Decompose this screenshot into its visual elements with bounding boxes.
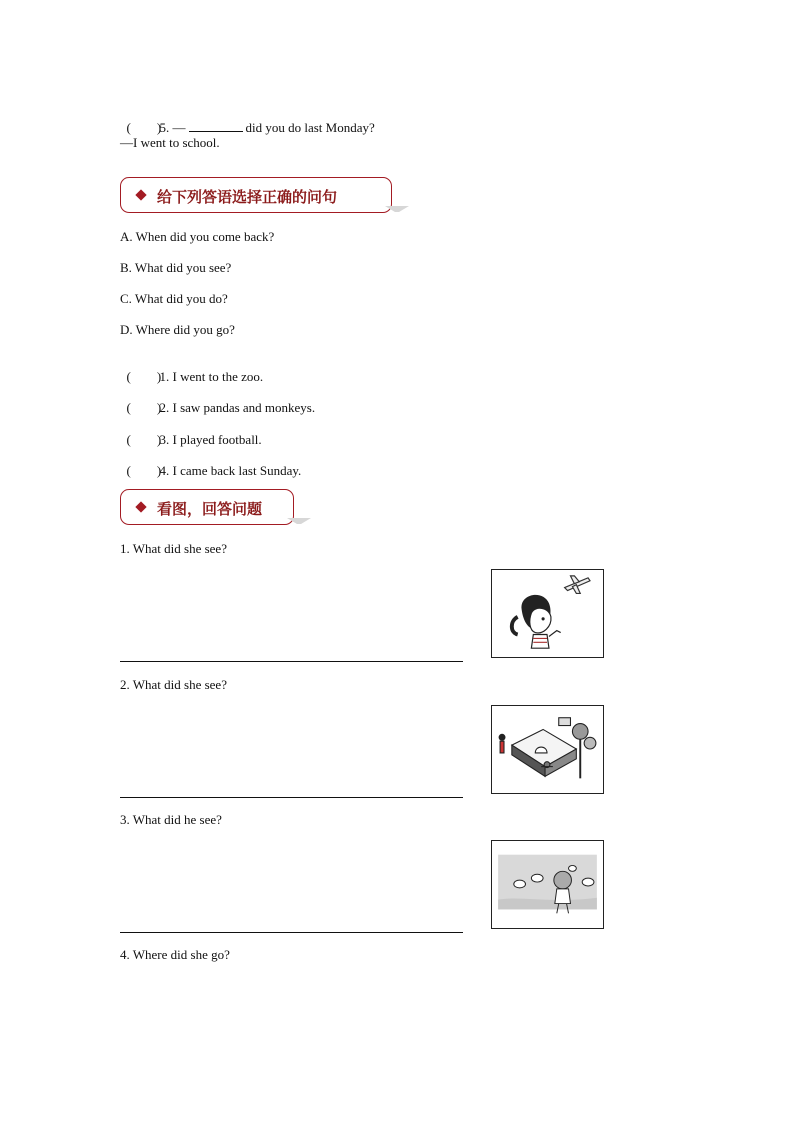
airplane-icon: [565, 576, 590, 594]
zoo-picture: [491, 705, 604, 794]
girl-airplane-picture: [491, 569, 604, 658]
answer-line[interactable]: [120, 932, 463, 933]
matching-item: [120, 353, 263, 385]
girl-figure: [512, 595, 561, 648]
option-c: C. What did you do?: [120, 291, 228, 306]
matching-text: 2. I saw pandas and monkeys.: [159, 400, 316, 415]
answer-paren[interactable]: ( ): [126, 463, 162, 478]
section-banner-matching: [120, 177, 392, 213]
matching-text: 3. I played football.: [159, 432, 262, 447]
matching-item: [120, 416, 262, 448]
banner-shadow: [385, 206, 409, 212]
boy-ducks-illustration: [492, 841, 603, 928]
matching-text: 1. I went to the zoo.: [159, 369, 264, 384]
matching-item: [120, 447, 301, 479]
fill-blank[interactable]: [189, 120, 243, 132]
answer-paren[interactable]: ( ): [126, 120, 162, 135]
answer-paren[interactable]: ( ): [126, 400, 162, 415]
question-5: [120, 104, 375, 136]
question-text: did you do last Monday?: [245, 120, 375, 135]
picture-question-2: 2. What did she see?: [120, 677, 227, 692]
picture-question-3: 3. What did he see?: [120, 812, 222, 827]
diamond-icon: [135, 501, 146, 512]
matching-text: 4. I came back last Sunday.: [159, 463, 302, 478]
picture-question-1: 1. What did she see?: [120, 541, 227, 556]
option-d: D. Where did you go?: [120, 322, 235, 337]
answer-paren[interactable]: ( ): [126, 432, 162, 447]
banner-shadow: [287, 518, 311, 524]
matching-item: [120, 384, 315, 416]
answer-line[interactable]: [120, 661, 463, 662]
answer-paren[interactable]: ( ): [126, 369, 162, 384]
section-title: 看图，回答问题: [157, 500, 263, 518]
option-b: B. What did you see?: [120, 260, 232, 275]
answer-line[interactable]: [120, 797, 463, 798]
girl-airplane-illustration: [492, 570, 603, 657]
diamond-icon: [135, 189, 146, 200]
picture-question-4: 4. Where did she go?: [120, 947, 230, 962]
boy-ducks-picture: [491, 840, 604, 929]
section-banner-pictures: [120, 489, 294, 525]
section-title: 给下列答语选择正确的问句: [157, 188, 338, 206]
question-5-answer: —I went to school.: [120, 135, 220, 150]
zoo-illustration: [492, 706, 603, 793]
question-number: 5. —: [159, 120, 186, 135]
option-a: A. When did you come back?: [120, 229, 275, 244]
